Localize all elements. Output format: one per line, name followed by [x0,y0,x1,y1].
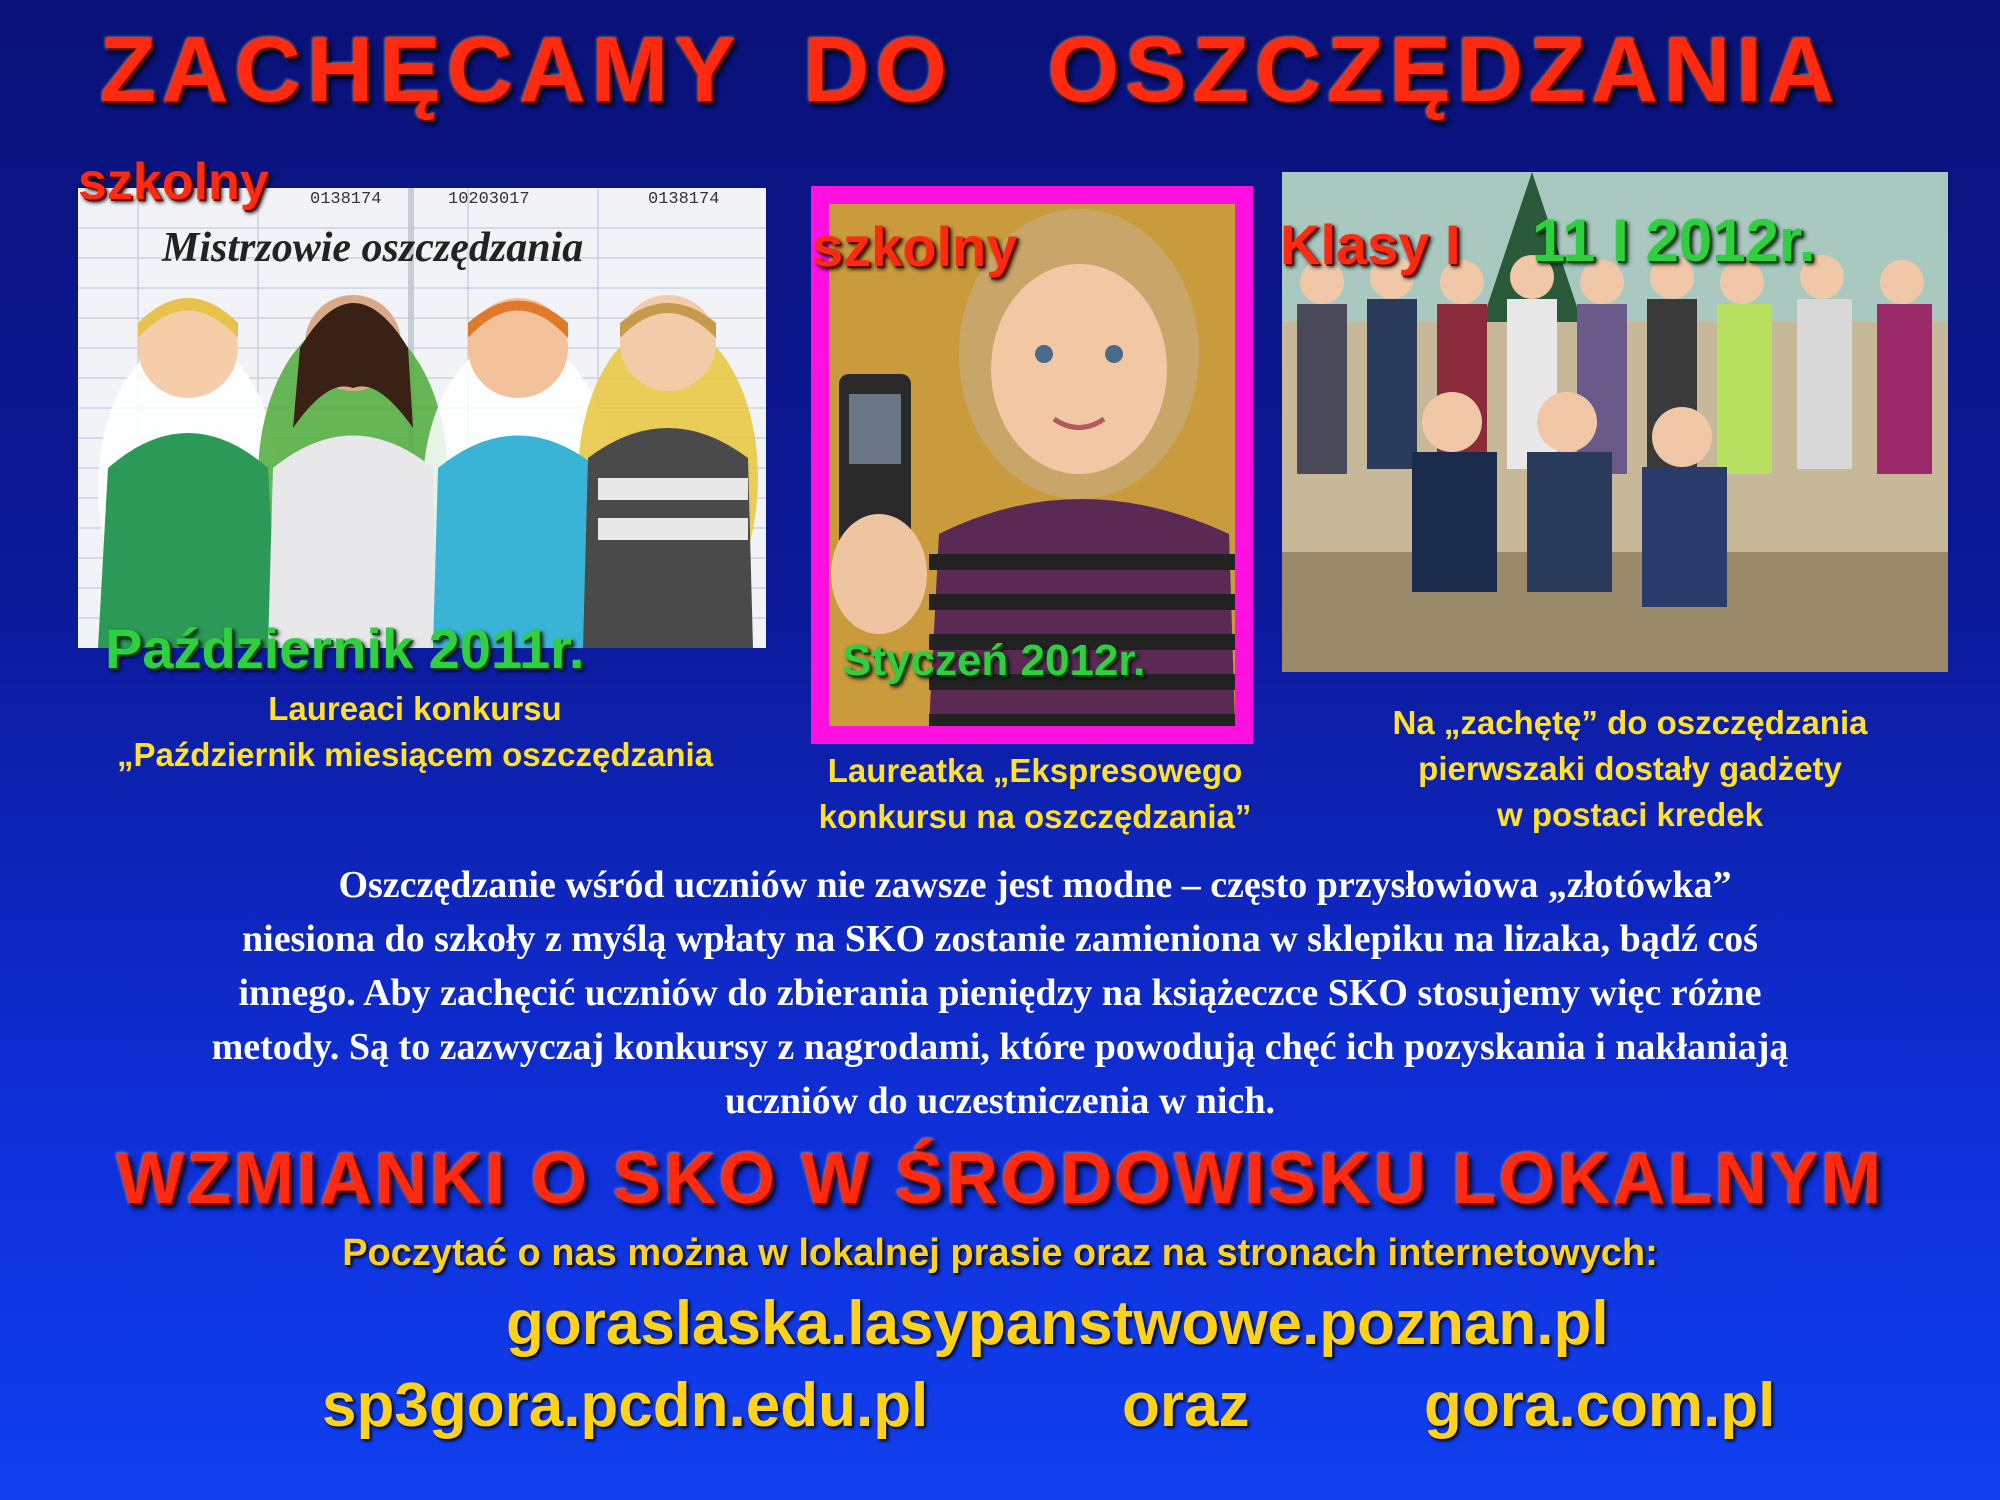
paragraph-line3: innego. Aby zachęcić uczniów do zbierania pieniędzy na książeczce SKO stosujemy więc różne [238,972,1762,1014]
paragraph-line4: metody. Są to zazwyczaj konkursy z nagrodami, które powodują chęć ich pozyskania i nakłaniają [211,1026,1789,1068]
panel1-caption [50,686,780,778]
book-number-2: 10203017 [448,190,530,209]
panel1-date: Październik 2011r. [105,617,585,680]
panel3-caption [1300,700,1960,838]
panel1-tag: szkolny [78,153,269,211]
link-gora-com[interactable]: gora.com.pl [1424,1371,1776,1440]
panel2-caption-line2: konkursu na oszczędzania” [818,798,1252,835]
description-paragraph [30,858,1970,1128]
panel3-date: 11 I 2012r. [1532,207,1816,274]
panel3-caption-line2: pierwszaki dostały gadżety [1418,750,1842,787]
link-goraslaska[interactable]: goraslaska.lasypanstwowe.poznan.pl [506,1289,1609,1358]
paragraph-line5: uczniów do uczestniczenia w nich. [725,1080,1275,1122]
link-sp3gora[interactable]: sp3gora.pcdn.edu.pl [322,1371,929,1440]
panel2-tag: szkolny [812,215,1018,278]
panel1-caption-line2: „Październik miesiącem oszczędzania [116,736,714,773]
paragraph-line1: Oszczędzanie wśród uczniów nie zawsze jest modne – często przysłowiowa „złotówka” [338,864,1732,906]
page-title: ZACHĘCAMY DO OSZCZĘDZANIA [99,19,1841,121]
panel3-tag: Klasy I [1280,213,1461,276]
section2-title: WZMIANKI O SKO W ŚRODOWISKU LOKALNYM [116,1139,1884,1219]
book-number-3: 0138174 [648,190,720,209]
panel3-caption-line3: w postaci kredek [1497,796,1763,833]
panel1-caption-line1: Laureaci konkursu [268,690,562,727]
conjunction-oraz: oraz [1122,1371,1250,1440]
section2-subtitle: Poczytać o nas można w lokalnej prasie oraz na stronach internetowych: [342,1232,1658,1274]
paragraph-line2: niesiona do szkoły z myślą wpłaty na SKO zostanie zamieniona w sklepiku na lizaka, bądź coś [242,918,1758,960]
panel2-caption [760,748,1310,840]
book-number-1: 0138174 [310,190,382,209]
book-heading: Mistrzowie oszczędzania [162,225,584,271]
panel2-date: Styczeń 2012r. [842,636,1146,685]
savings-book-photo [78,188,766,648]
panel3-caption-line1: Na „zachętę” do oszczędzania [1392,704,1868,741]
panel2-caption-line1: Laureatka „Ekspresowego [827,752,1243,789]
